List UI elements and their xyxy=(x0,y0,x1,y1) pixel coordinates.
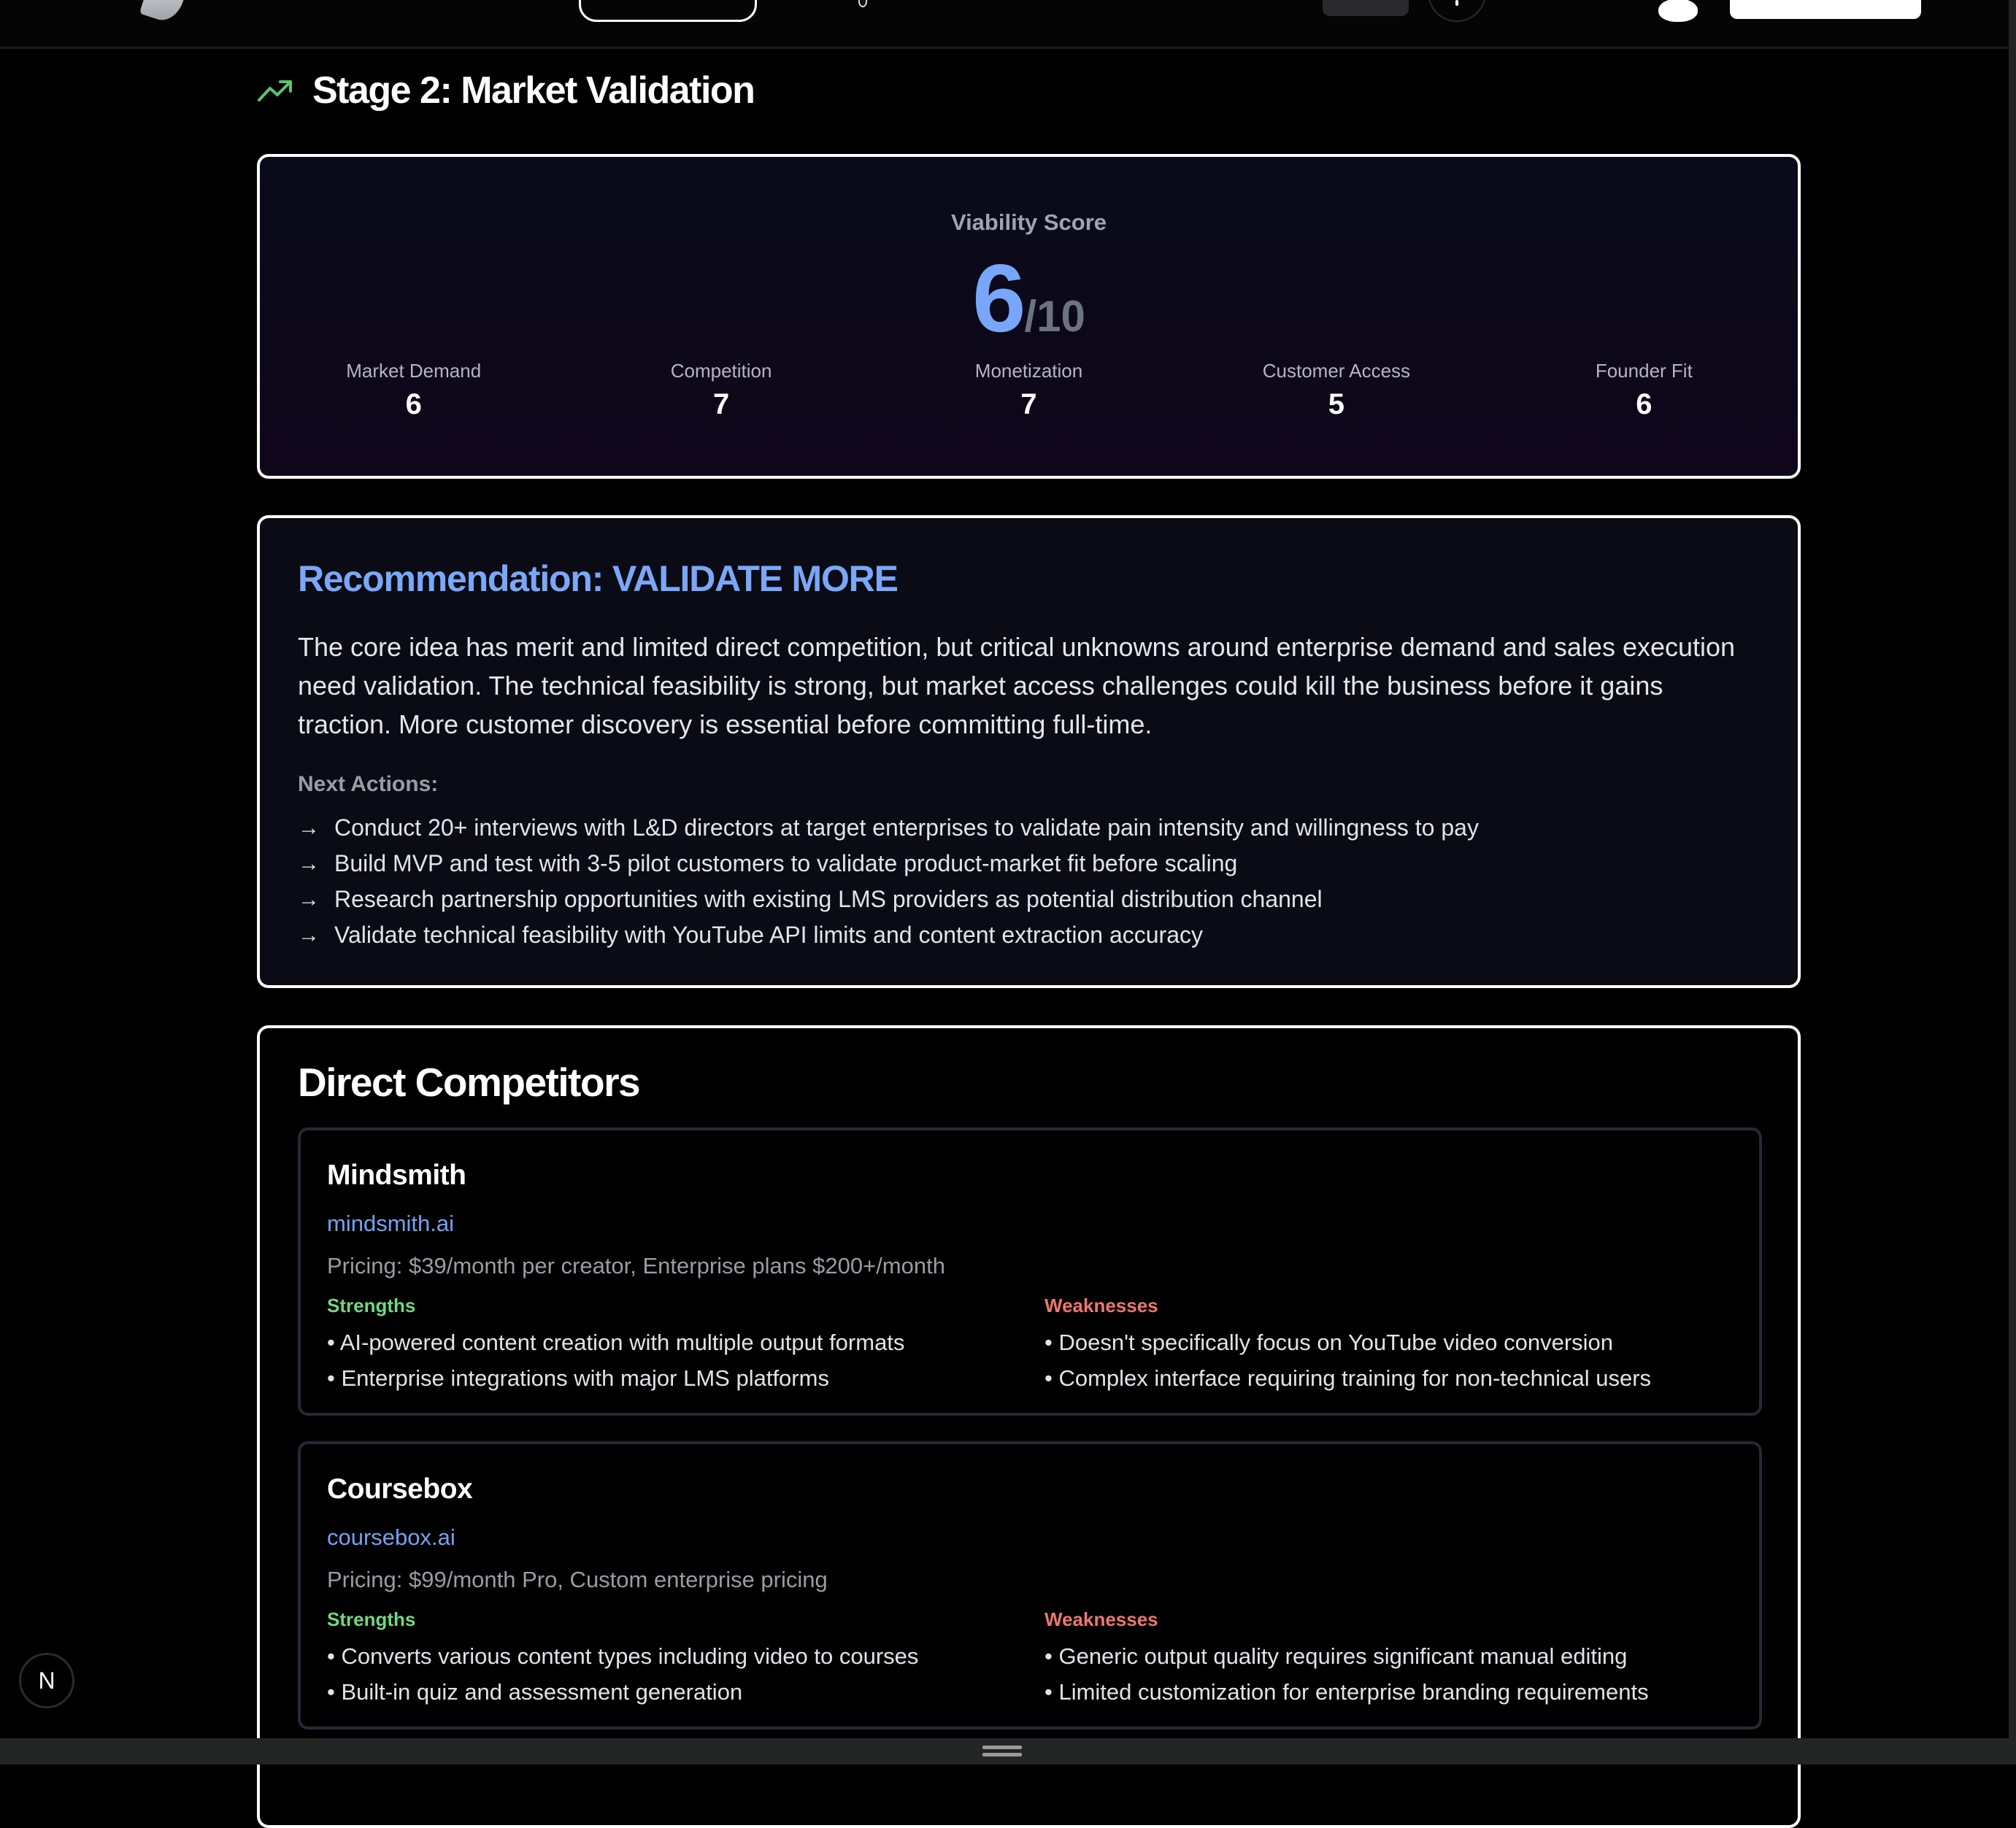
drag-handle-icon xyxy=(982,1753,1022,1756)
next-actions-label: Next Actions: xyxy=(298,772,439,796)
strengths-label: Strengths xyxy=(327,1295,416,1316)
app-logo-icon[interactable] xyxy=(139,0,191,25)
metric-customer-access xyxy=(1182,360,1490,421)
next-action-item xyxy=(298,917,1479,953)
arrow-right-icon: → xyxy=(298,816,320,840)
next-action-text: Research partnership opportunities with existing LMS providers as potential distribution channel xyxy=(334,886,1323,912)
user-icon-body xyxy=(1658,0,1698,22)
weakness-item: • Limited customization for enterprise branding requirements xyxy=(1044,1679,1649,1705)
top-nav-bar xyxy=(0,0,2009,49)
competitor-pricing: Pricing: $99/month Pro, Custom enterprise pricing xyxy=(327,1567,828,1592)
arrow-right-icon: → xyxy=(298,923,320,947)
next-action-item xyxy=(298,846,1479,882)
metric-market-demand xyxy=(260,360,567,421)
competitor-link[interactable]: mindsmith.ai xyxy=(327,1211,454,1236)
weaknesses-label: Weaknesses xyxy=(1044,1295,1158,1316)
metric-value: 7 xyxy=(1020,388,1037,420)
next-action-text: Build MVP and test with 3-5 pilot customers to validate product-market fit before scaling xyxy=(334,850,1238,876)
section-heading xyxy=(257,69,754,112)
arrow-right-icon: → xyxy=(298,852,320,876)
direct-competitors-card xyxy=(257,1025,1801,1828)
weaknesses-column xyxy=(1044,1295,1651,1396)
metric-label: Market Demand xyxy=(346,360,482,382)
panel-resize-bar[interactable] xyxy=(0,1738,2016,1765)
viability-score-value xyxy=(260,243,1798,353)
competitor-name: Coursebox xyxy=(327,1473,473,1505)
metric-founder-fit xyxy=(1490,360,1798,421)
metric-value: 6 xyxy=(405,388,422,420)
score-value: 6 xyxy=(972,244,1025,352)
weakness-item: • Doesn't specifically focus on YouTube video conversion xyxy=(1044,1330,1614,1355)
strength-item: • Built-in quiz and assessment generation xyxy=(327,1679,743,1705)
metric-competition xyxy=(567,360,874,421)
strength-item: • Converts various content types including video to courses xyxy=(327,1643,919,1669)
page-title: Stage 2: Market Validation xyxy=(312,69,755,112)
weakness-item: • Generic output quality requires significant manual editing xyxy=(1044,1643,1628,1669)
viability-score-card xyxy=(257,154,1801,479)
score-max: /10 xyxy=(1024,292,1085,341)
strengths-column xyxy=(327,1295,904,1396)
competitor-card-coursebox xyxy=(298,1441,1762,1729)
next-action-item xyxy=(298,810,1479,846)
competitor-name: Mindsmith xyxy=(327,1160,466,1191)
metric-monetization xyxy=(875,360,1182,421)
weakness-item: • Complex interface requiring training for non-technical users xyxy=(1044,1365,1652,1391)
next-actions-list xyxy=(298,810,1479,953)
user-avatar[interactable] xyxy=(1655,0,1701,23)
competitor-card-mindsmith xyxy=(298,1127,1762,1416)
weaknesses-label: Weaknesses xyxy=(1044,1608,1158,1630)
metric-value: 5 xyxy=(1328,388,1345,420)
next-action-text: Conduct 20+ interviews with L&D directors at target enterprises to validate pain intensity and willingness to pay xyxy=(334,814,1479,841)
strength-item: • AI-powered content creation with multiple output formats xyxy=(327,1330,905,1355)
next-action-text: Validate technical feasibility with YouTube API limits and content extraction accuracy xyxy=(334,922,1203,948)
shortcut-badge-button[interactable] xyxy=(1323,0,1409,16)
arrow-right-icon: → xyxy=(298,887,320,911)
nav-item[interactable] xyxy=(858,0,867,7)
page-scrollbar[interactable] xyxy=(2009,0,2016,1738)
recommendation-title: Recommendation: VALIDATE MORE xyxy=(298,558,898,599)
metric-value: 7 xyxy=(712,388,730,420)
metric-label: Founder Fit xyxy=(1595,360,1693,382)
viability-score-label: Viability Score xyxy=(950,209,1107,235)
drag-handle-icon xyxy=(982,1746,1022,1749)
competitor-pricing: Pricing: $39/month per creator, Enterprise plans $200+/month xyxy=(327,1253,945,1279)
metric-label: Customer Access xyxy=(1262,360,1411,382)
next-action-item xyxy=(298,882,1479,917)
strengths-column xyxy=(327,1608,918,1710)
weaknesses-column xyxy=(1044,1608,1649,1710)
recommendation-body: The core idea has merit and limited direct competition, but critical unknowns around enterprise demand and sales execution need validation. The technical feasibility is strong, but market access challenges could kill the business before it gains traction. More customer discovery is essential before committing full-time. xyxy=(298,632,1736,739)
nextjs-dev-badge[interactable]: N xyxy=(19,1653,74,1708)
competitors-heading: Direct Competitors xyxy=(298,1060,640,1105)
recommendation-card xyxy=(257,515,1801,988)
strength-item: • Enterprise integrations with major LMS platforms xyxy=(327,1365,829,1391)
competitor-link[interactable]: coursebox.ai xyxy=(327,1524,455,1550)
metric-label: Competition xyxy=(670,360,772,382)
strengths-label: Strengths xyxy=(327,1608,416,1630)
metric-value: 6 xyxy=(1636,388,1653,420)
primary-cta-button[interactable] xyxy=(1730,0,1921,19)
theme-toggle-button[interactable] xyxy=(1428,0,1486,22)
score-breakdown xyxy=(260,360,1798,421)
metric-label: Monetization xyxy=(974,360,1083,382)
nav-item-active[interactable] xyxy=(579,0,757,22)
trending-up-icon xyxy=(257,78,293,103)
